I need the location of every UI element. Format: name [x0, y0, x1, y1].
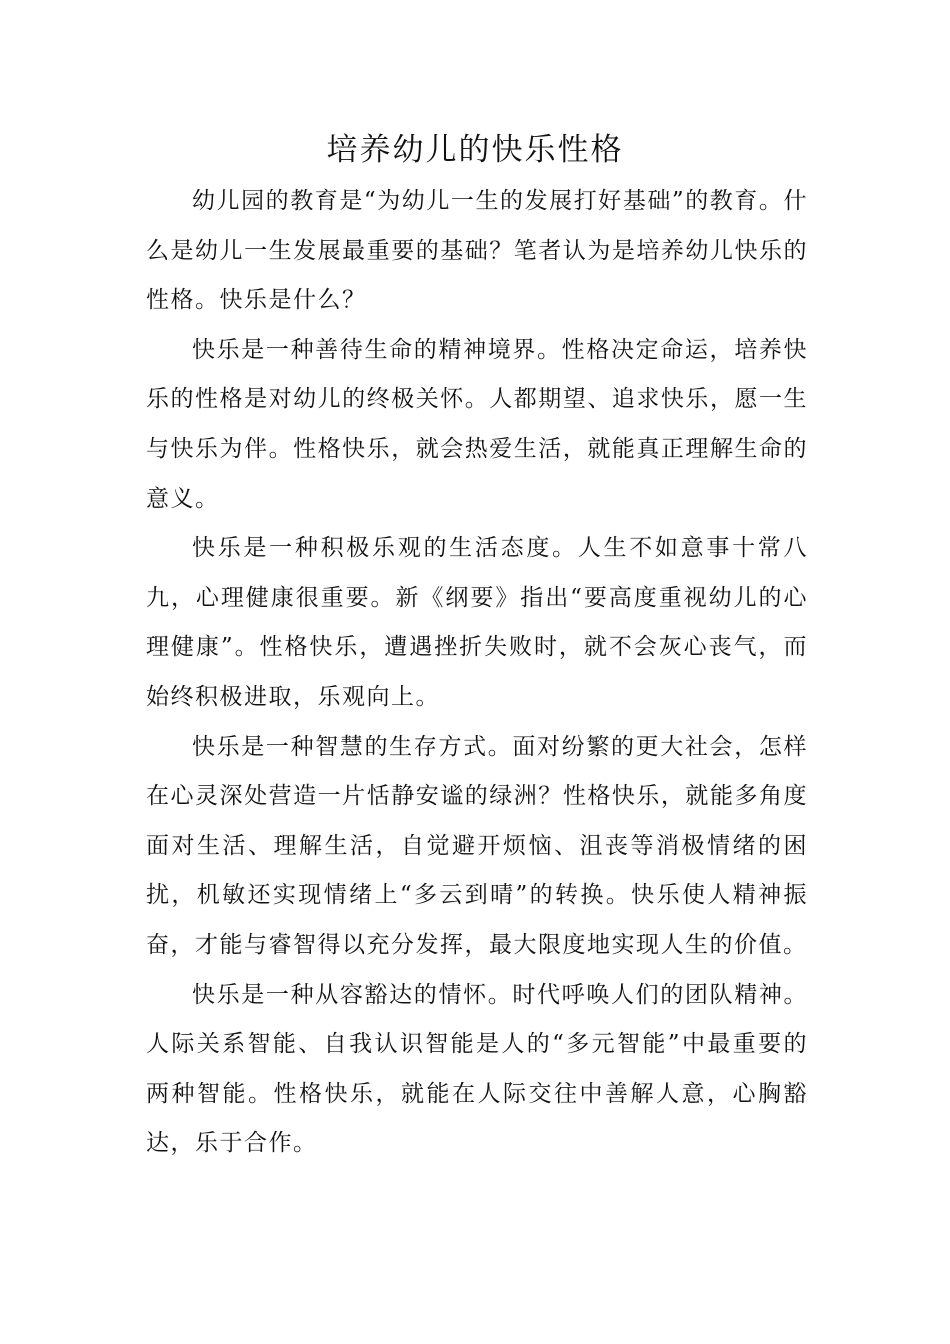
paragraph-openness: 快乐是一种从容豁达的情怀。时代呼唤人们的团队精神。人际关系智能、自我认识智能是人的“多元智能”中最重要的两种智能。性格快乐，就能在人际交往中善解人意，心胸豁达，乐于合作。 — [146, 981, 808, 1157]
paragraph-spirit: 快乐是一种善待生命的精神境界。性格决定命运，培养快乐的性格是对幼儿的终极关怀。人都期望、追求快乐，愿一生与快乐为伴。性格快乐，就会热爱生活，就能真正理解生命的意义。 — [146, 336, 808, 512]
page-title: 培养幼儿的快乐性格 — [326, 132, 624, 168]
paragraph-wisdom: 快乐是一种智慧的生存方式。面对纷繁的更大社会，怎样在心灵深处营造一片恬静安谧的绿洲？性格快乐，就能多角度面对生活、理解生活，自觉避开烦恼、沮丧等消极情绪的困扰，机敏还实现情绪上“多云到晴”的转换。快乐使人精神振奋，才能与睿智得以充分发挥，最大限度地实现人生的价值。 — [146, 733, 808, 958]
paragraph-attitude: 快乐是一种积极乐观的生活态度。人生不如意事十常八九，心理健康很重要。新《纲要》指出“要高度重视幼儿的心理健康”。性格快乐，遭遇挫折失败时，就不会灰心丧气，而始终积极进取，乐观向上。 — [146, 535, 808, 710]
article-body — [146, 177, 808, 1169]
paragraph-intro: 幼儿园的教育是“为幼儿一生的发展打好基础”的教育。什么是幼儿一生发展最重要的基础？笔者认为是培养幼儿快乐的性格。快乐是什么？ — [146, 188, 808, 314]
